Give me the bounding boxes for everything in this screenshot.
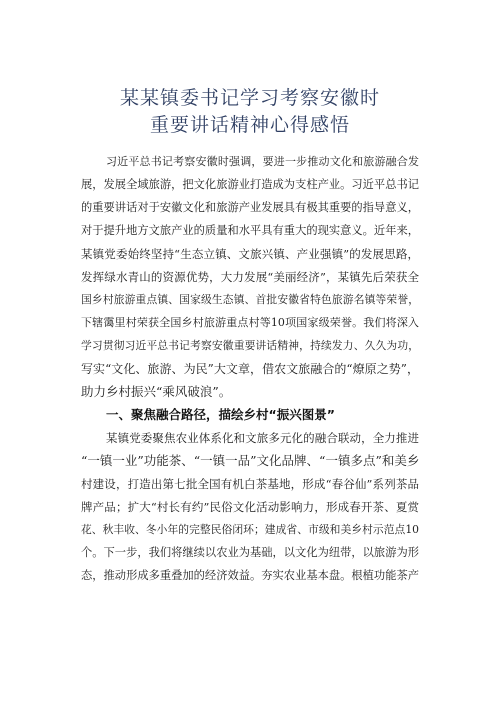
paragraph-1-line: 国乡村旅游重点镇、国家级生态镇、首批安徽省特色旅游名镇等荣誉， [81,293,419,306]
paragraph-1-line: 习近平总书记考察安徽时强调，要进一步推动文化和旅游融合发 [106,155,419,168]
paragraph-2-line: 某镇党委聚焦农业体系化和文旅多元化的融合联动，全力推进 [106,431,419,445]
paragraph-2-line: 个。下一步，我们将继续以农业为基础，以文化为纽带，以旅游为形 [81,546,419,559]
paragraph-1-line: 展，发展全域旅游，把文化旅游业打造成为支柱产业。习近平总书记 [81,178,419,191]
paragraph-2-line: 牌产品；扩大“村长有约”民俗文化活动影响力，形成春开茶、夏赏 [81,500,419,514]
paragraph-2-line: 态，推动形成多重叠加的经济效益。夯实农业基本盘。根植功能茶产 [81,569,419,582]
document-title-line-2: 重要讲话精神心得感悟 [149,114,350,136]
paragraph-1-line: 发挥绿水青山的资源优势，大力发展“美丽经济”，某镇先后荣获全 [81,270,419,284]
paragraph-1-line: 学习贯彻习近平总书记考察安徽重要讲话精神，持续发力、久久为功， [81,339,419,352]
document-title-line-1: 某某镇委书记学习考察安徽时 [119,87,380,109]
paragraph-1-line: 的重要讲话对于安徽文化和旅游产业发展具有极其重要的指导意义， [81,201,419,214]
paragraph-1-line: 某镇党委始终坚持“生态立镇、文旅兴镇、产业强镇”的发展思路， [81,247,419,261]
section-1-heading: 一、聚焦融合路径，描绘乡村“振兴图景” [106,407,335,422]
paragraph-2-line: 花、秋丰收、冬小年的完整民俗闭环；建成省、市级和美乡村示范点10 [81,523,419,536]
paragraph-2-line: 村建设，打造出第七批全国有机白茶基地，形成“春谷仙”系列茶品 [81,477,419,491]
paragraph-1-line: 下辖霭里村荣获全国乡村旅游重点村等10项国家级荣誉。我们将深入 [81,316,419,329]
paragraph-1-line: 对于提升地方文旅产业的质量和水平具有重大的现实意义。近年来， [81,224,419,237]
paragraph-2-line: “一镇一业”功能茶、“一镇一品”文化品牌、“一镇多点”和美乡 [81,453,420,468]
paragraph-1-line: 助力乡村振兴“乘风破浪”。 [81,384,232,399]
paragraph-1-line: 写实“文化、旅游、为民”大文章，借农文旅融合的“燎原之势”， [81,362,419,376]
